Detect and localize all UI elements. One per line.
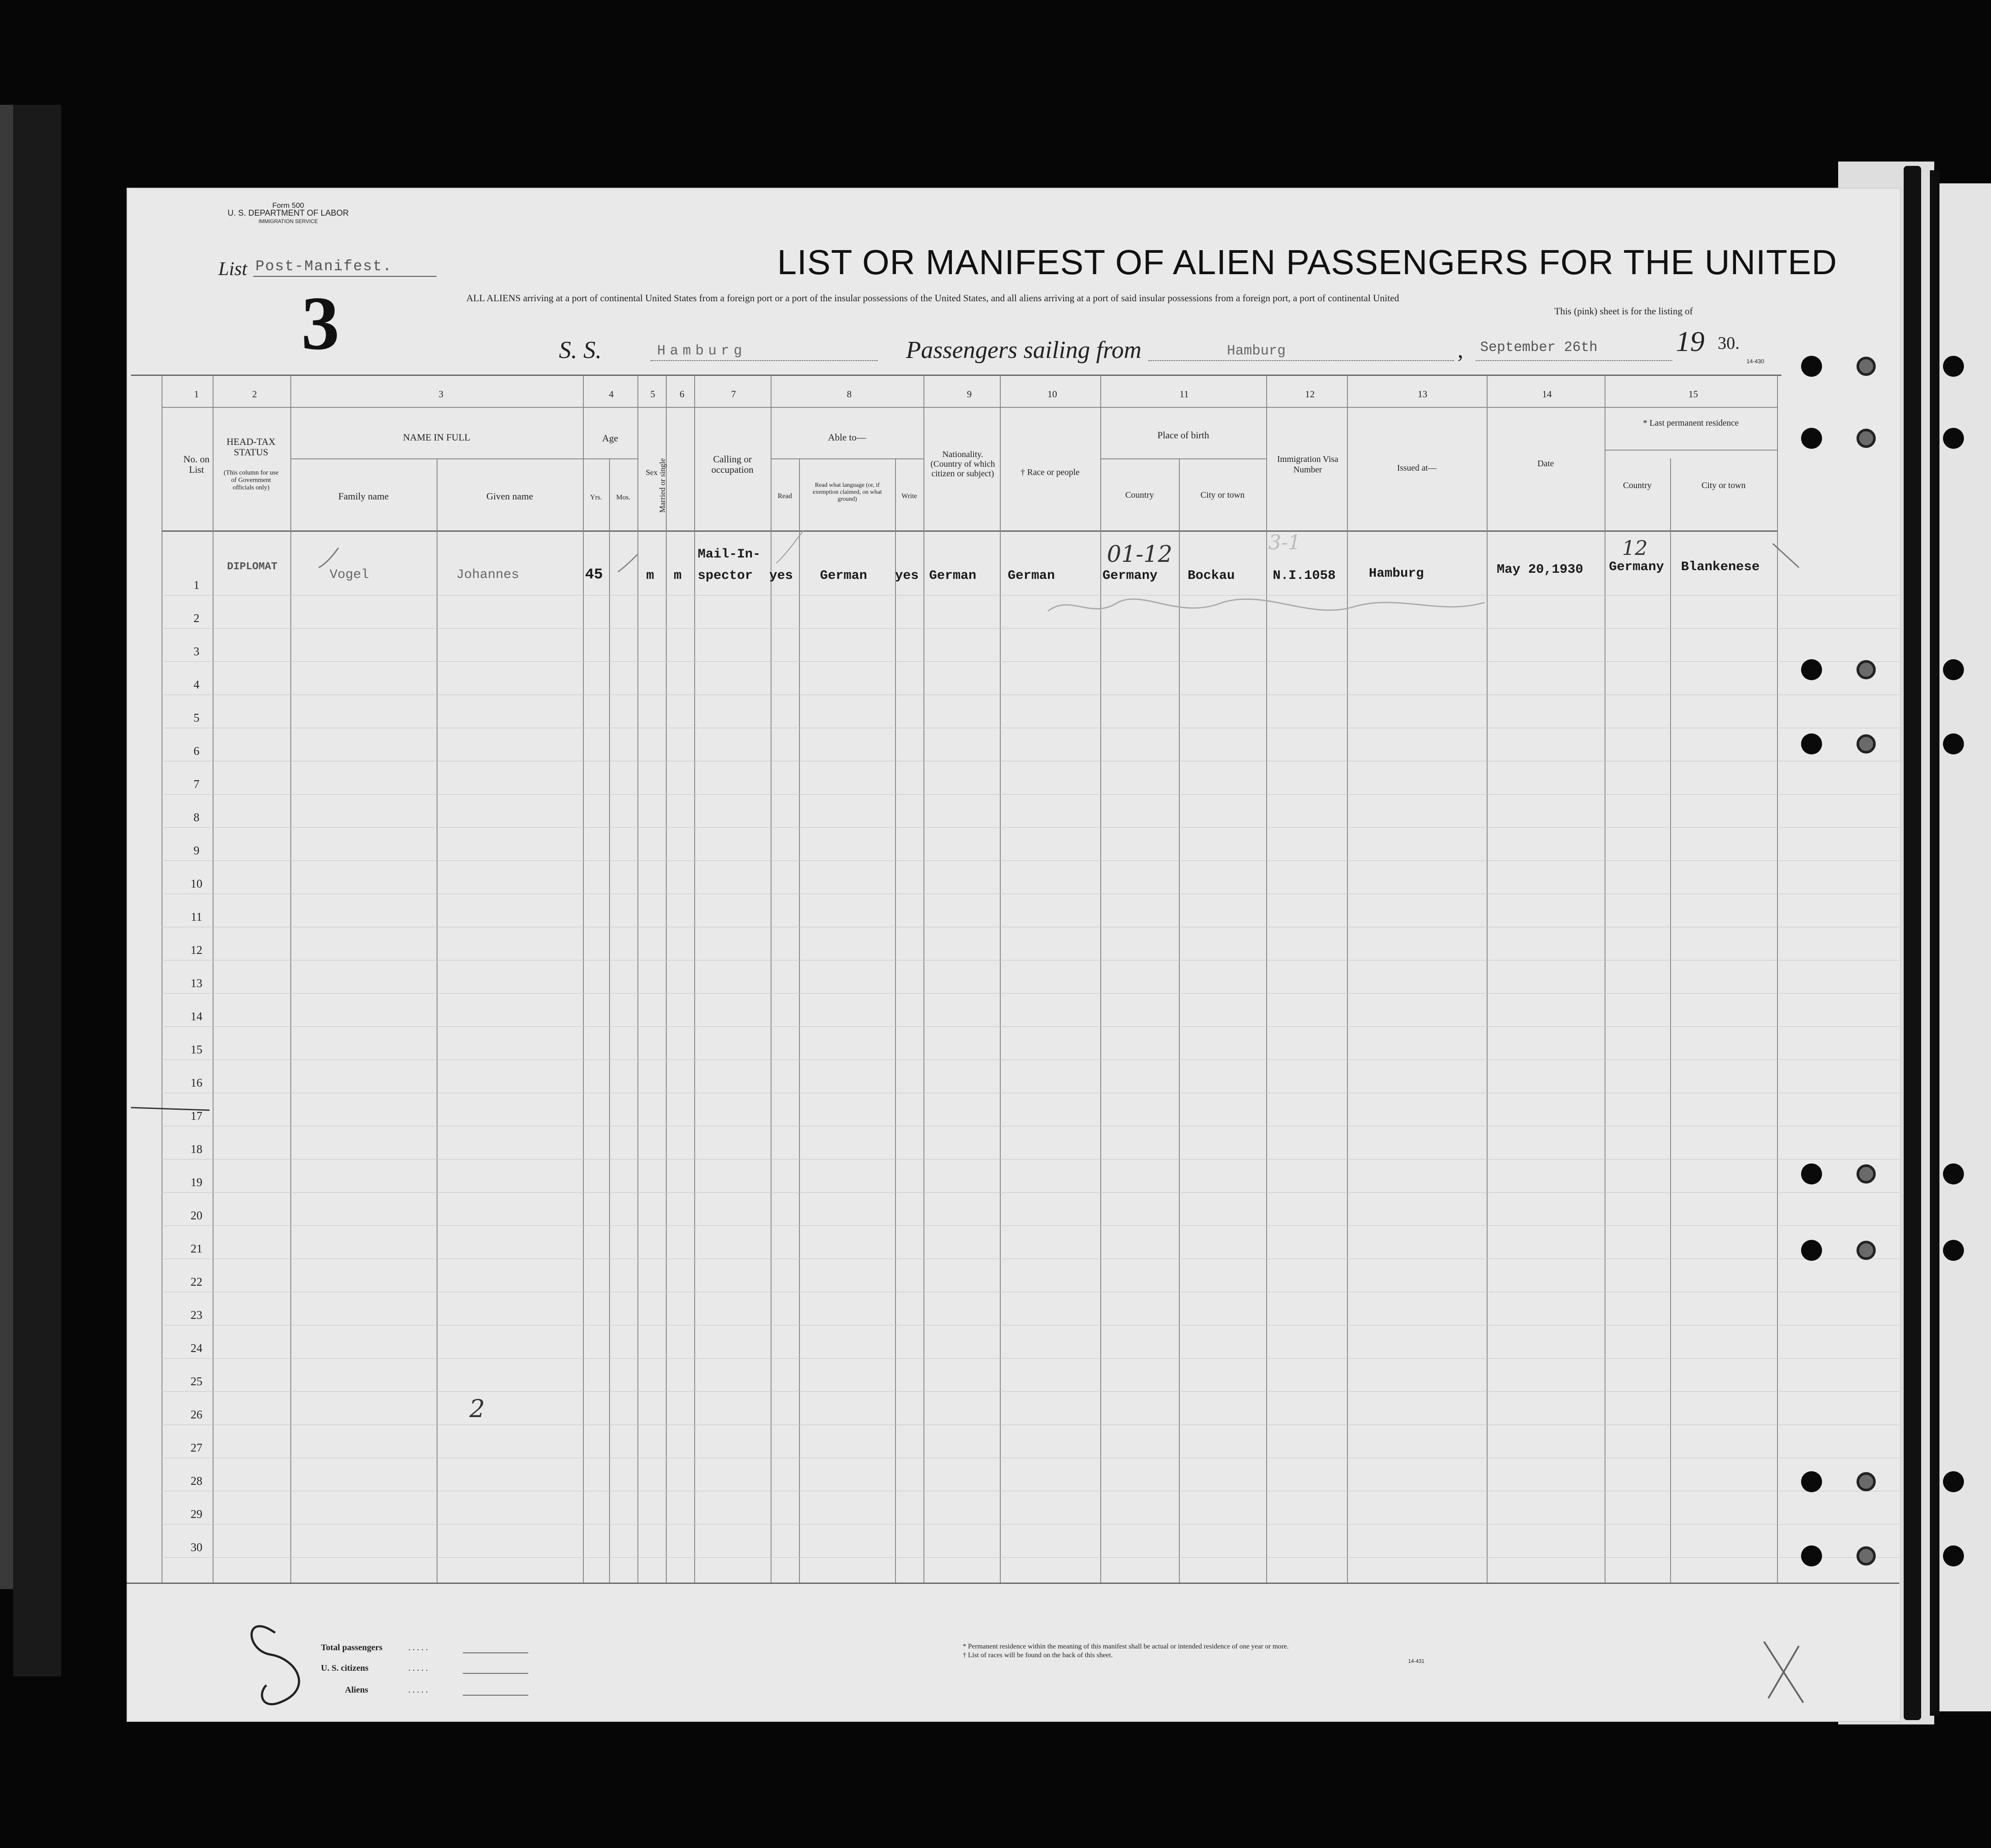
- punch-hole-reinforced: [1857, 734, 1876, 754]
- hdr-calling: Calling or occupation: [711, 454, 754, 475]
- punch-hole: [1943, 1471, 1964, 1492]
- entry-race: German: [1008, 568, 1055, 583]
- punch-hole: [1943, 356, 1964, 377]
- sailing-label: Passengers sailing from: [906, 337, 1142, 364]
- row-number: 24: [190, 1342, 203, 1355]
- hdr-read: Read: [778, 492, 792, 500]
- hdr-write: Write: [901, 492, 917, 500]
- list-value: Post-Manifest.: [255, 258, 393, 275]
- footer-citizens-dots: . . . . .: [408, 1663, 428, 1673]
- row-number: 4: [193, 678, 200, 691]
- footer-total-dots: . . . . .: [408, 1643, 428, 1652]
- row-number: 23: [190, 1308, 203, 1321]
- hdr-date: Date: [1537, 459, 1554, 468]
- entry-sex: m: [646, 568, 654, 583]
- punch-hole: [1801, 733, 1822, 754]
- row-number: 9: [193, 844, 200, 857]
- row-number: 11: [191, 910, 202, 923]
- footer-aliens-line: [463, 1695, 528, 1696]
- entry-read: yes: [769, 568, 793, 583]
- list-label: List: [218, 258, 248, 279]
- footer-note-races: † List of races will be found on the back of this sheet.: [963, 1652, 1113, 1659]
- row-number: 3: [193, 645, 200, 658]
- hdr-visa: Immigration Visa Number: [1277, 454, 1339, 475]
- year-suffix: 30.: [1718, 333, 1740, 353]
- row-number: 22: [190, 1275, 203, 1288]
- footer-aliens-dots: . . . . .: [408, 1685, 428, 1695]
- hdr-name-in-full: NAME IN FULL: [403, 432, 470, 443]
- row-number: 16: [190, 1076, 203, 1089]
- handwritten-code-visa: 3-1: [1268, 530, 1301, 554]
- ship-name: Hamburg: [657, 343, 747, 359]
- punch-hole: [1801, 1240, 1822, 1261]
- entry-write: yes: [895, 568, 919, 583]
- hdr-issued-at: Issued at—: [1397, 463, 1437, 473]
- entry-occupation-line1: Mail-In-: [698, 547, 761, 562]
- colnum-2: 2: [252, 389, 257, 399]
- hdr-last-residence: * Last permanent residence: [1643, 418, 1739, 428]
- punch-hole-reinforced: [1857, 1546, 1876, 1566]
- row-number: 28: [190, 1474, 203, 1487]
- punch-hole-reinforced: [1857, 357, 1876, 376]
- service: IMMIGRATION SERVICE: [258, 218, 318, 224]
- punch-hole-reinforced: [1857, 1164, 1876, 1184]
- punch-hole: [1801, 1163, 1822, 1184]
- entry-visa: N.I.1058: [1273, 568, 1336, 583]
- footer-total-label: Total passengers: [321, 1643, 382, 1652]
- hdr-yrs: Yrs.: [590, 494, 602, 501]
- hdr-head-tax: HEAD-TAX STATUS: [227, 436, 276, 458]
- entry-date: May 20,1930: [1497, 562, 1584, 577]
- hdr-nationality: Nationality. (Country of which citizen or subject): [930, 450, 995, 478]
- entry-birth-city: Bockau: [1188, 568, 1235, 583]
- row-number: 27: [190, 1441, 203, 1454]
- entry-birth-country: Germany: [1102, 568, 1158, 583]
- punch-hole: [1801, 356, 1822, 377]
- colnum-3: 3: [438, 389, 444, 399]
- punch-hole: [1801, 659, 1822, 680]
- hdr-married: Married or single: [658, 458, 667, 513]
- hdr-race: † Race or people: [1020, 468, 1080, 477]
- colnum-7: 7: [731, 389, 736, 399]
- footer-citizens-line: [463, 1673, 528, 1674]
- row-number: 2: [193, 612, 200, 625]
- hdr-family-name: Family name: [338, 491, 389, 502]
- punch-hole: [1943, 1163, 1964, 1184]
- ss-label: S. S.: [559, 337, 602, 364]
- punch-hole: [1801, 1545, 1822, 1566]
- punch-hole: [1943, 659, 1964, 680]
- sailing-port: Hamburg: [1227, 343, 1286, 359]
- hdr-no-on-list: No. on List: [183, 454, 210, 475]
- manifest-subtitle-right: This (pink) sheet is for the listing of: [1554, 306, 1693, 317]
- row-number: 21: [190, 1242, 203, 1255]
- date-comma: ,: [1457, 337, 1464, 363]
- row-number: 13: [190, 977, 203, 990]
- entry-res-country: Germany: [1609, 560, 1664, 575]
- entry-head-tax: DIPLOMAT: [227, 561, 278, 573]
- punch-hole: [1943, 1240, 1964, 1261]
- hdr-birth-city: City or town: [1200, 490, 1245, 500]
- row-number: 30: [190, 1541, 203, 1554]
- row-number: 25: [190, 1375, 203, 1388]
- manifest-subtitle: ALL ALIENS arriving at a port of continental United States from a foreign port or a port of the insular possessions of the United States, and all aliens arriving at a port of said insular possessions from a foreign port, a port of continental United: [466, 293, 1399, 303]
- colnum-6: 6: [679, 389, 685, 399]
- entry-issued-at: Hamburg: [1369, 566, 1424, 581]
- row-number: 5: [193, 711, 200, 724]
- handwritten-code-residence: 12: [1622, 536, 1648, 560]
- colnum-4: 4: [609, 389, 614, 399]
- punch-hole-reinforced: [1857, 1472, 1876, 1491]
- entry-occupation-line2: spector: [698, 568, 753, 583]
- colnum-5: 5: [650, 389, 655, 399]
- footer-total-line: [463, 1652, 528, 1653]
- punch-hole: [1943, 1545, 1964, 1566]
- punch-hole: [1943, 733, 1964, 754]
- sailing-date: September 26th: [1480, 339, 1598, 355]
- hdr-mos: Mos.: [616, 494, 630, 501]
- entry-language: German: [820, 568, 868, 583]
- department: U. S. DEPARTMENT OF LABOR: [227, 209, 349, 218]
- hdr-able-to: Able to—: [828, 432, 866, 443]
- colnum-8: 8: [847, 389, 852, 399]
- colnum-9: 9: [967, 389, 972, 399]
- row-number: 6: [193, 744, 200, 757]
- entry-family-name: Vogel: [330, 568, 369, 582]
- hdr-age: Age: [602, 433, 618, 444]
- punch-hole-reinforced: [1857, 1241, 1876, 1260]
- punch-hole: [1801, 428, 1822, 449]
- hdr-res-city: City or town: [1701, 481, 1746, 490]
- row-number: 15: [190, 1043, 203, 1056]
- colnum-12: 12: [1305, 389, 1315, 399]
- form-code: 14-430: [1746, 358, 1764, 365]
- row-number: 26: [190, 1408, 203, 1421]
- row-number: 14: [190, 1010, 203, 1023]
- handwritten-page-mark: 2: [469, 1395, 485, 1423]
- footer-note-residence: * Permanent residence within the meaning of this manifest shall be actual or intended residence of one year or more.: [963, 1643, 1289, 1650]
- colnum-1: 1: [194, 389, 199, 399]
- punch-hole: [1801, 1471, 1822, 1492]
- hdr-birth-country: Country: [1125, 490, 1154, 500]
- hdr-read-language: Read what language (or, if exemption claimed, on what ground): [813, 482, 882, 502]
- entry-given-name: Johannes: [456, 568, 520, 582]
- colnum-13: 13: [1418, 389, 1427, 399]
- row-number: 19: [190, 1176, 203, 1189]
- footer-aliens-label: Aliens: [345, 1685, 369, 1695]
- hdr-given-name: Given name: [486, 491, 533, 502]
- handwritten-code-birth: 01-12: [1107, 541, 1172, 568]
- hdr-res-country: Country: [1623, 481, 1652, 490]
- footer-form-code: 14-431: [1408, 1658, 1425, 1664]
- form-number: Form 500: [272, 201, 304, 210]
- punch-hole-reinforced: [1857, 429, 1876, 448]
- manifest-title: LIST OR MANIFEST OF ALIEN PASSENGERS FOR THE UNITED: [777, 243, 1837, 282]
- row-number: 18: [190, 1143, 203, 1156]
- hdr-place-of-birth: Place of birth: [1157, 430, 1209, 440]
- row-number: 10: [190, 877, 203, 890]
- entry-nationality: German: [929, 568, 977, 583]
- footer-citizens-label: U. S. citizens: [321, 1663, 369, 1673]
- row-number: 17: [190, 1109, 203, 1122]
- punch-hole-reinforced: [1857, 660, 1876, 679]
- list-number: 3: [301, 281, 340, 365]
- hdr-sex: Sex: [646, 468, 658, 477]
- colnum-14: 14: [1542, 389, 1552, 399]
- year-prefix: 19: [1676, 326, 1705, 358]
- row-number: 20: [190, 1209, 203, 1222]
- entry-res-city: Blankenese: [1681, 560, 1760, 575]
- entry-age-yrs: 45: [585, 567, 603, 583]
- colnum-15: 15: [1688, 389, 1698, 399]
- colnum-11: 11: [1179, 389, 1189, 399]
- row-number: 12: [190, 943, 203, 957]
- row-number: 8: [193, 811, 200, 824]
- row-number: 29: [190, 1507, 203, 1521]
- row-number: 1: [193, 578, 200, 592]
- colnum-10: 10: [1047, 389, 1057, 399]
- row-number: 7: [193, 778, 200, 791]
- punch-hole: [1943, 428, 1964, 449]
- hdr-head-tax-note: (This column for use of Government officials only): [224, 469, 279, 491]
- entry-marital: m: [674, 568, 682, 583]
